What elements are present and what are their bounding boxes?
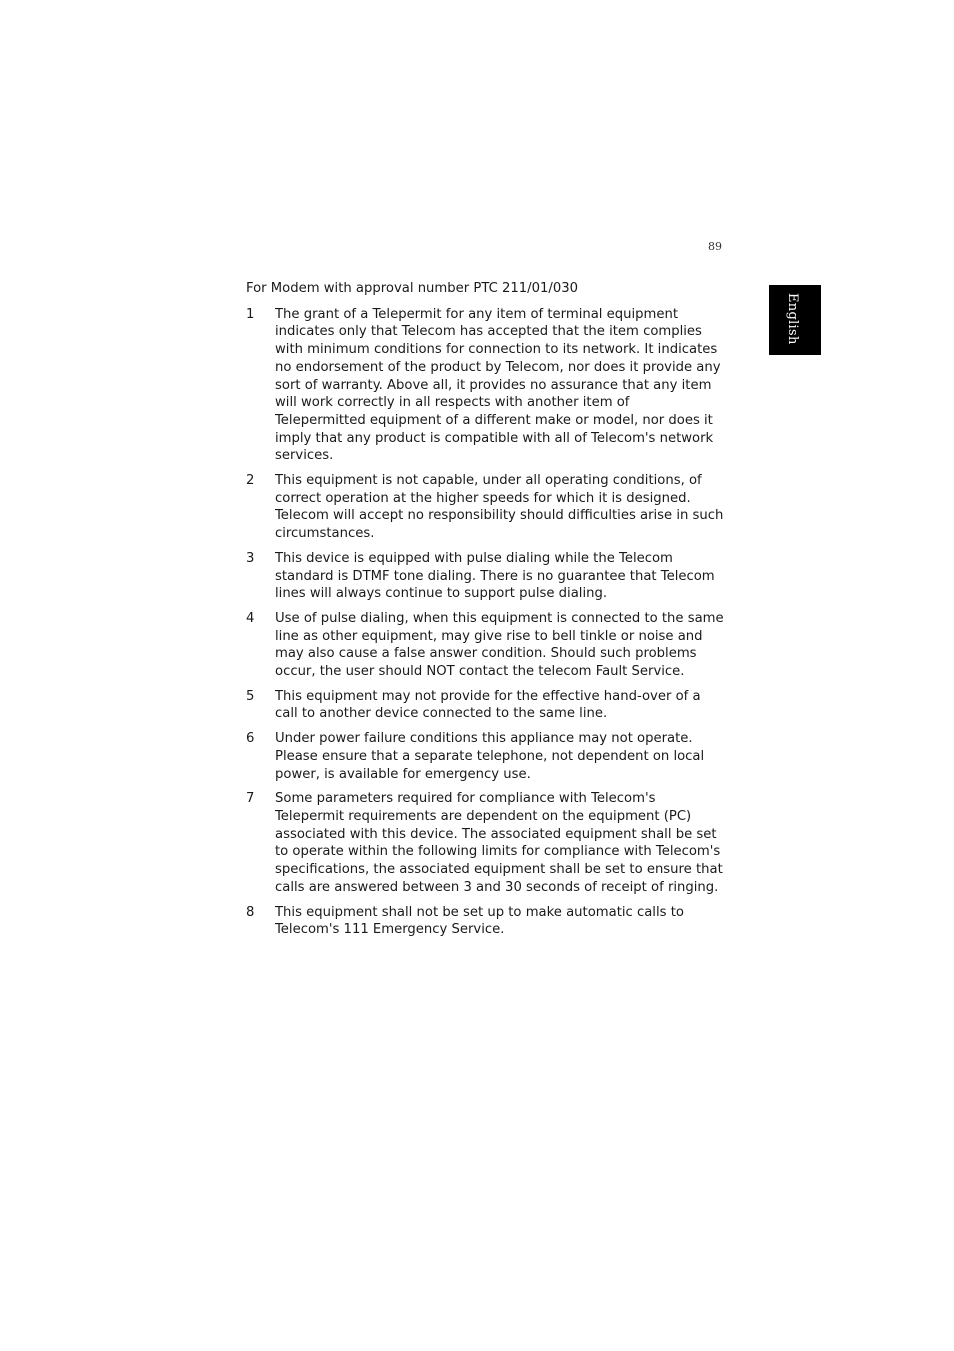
list-item (246, 688, 724, 723)
list-item-text: This equipment is not capable, under all operating conditions, of correct operation at the higher speeds for which it is designed. Telecom will accept no responsibility should difficulties arise in such circumstances. (275, 473, 724, 542)
list-item (246, 610, 724, 681)
list-item-text: Some parameters required for compliance with Telecom's Telepermit requirements are dependent on the equipment (PC) associated with this device. The associated equipment shall be set to operate within the following limits for compliance with Telecom's specifications, the associated equipment shall be set to ensure that calls are answered between 3 and 30 seconds of receipt of ringing. (275, 791, 723, 895)
list-item-number: 7 (246, 791, 255, 807)
list-item (246, 904, 724, 939)
list-item-number: 6 (246, 731, 255, 747)
document-body (246, 280, 724, 946)
list-item-text: Under power failure conditions this appliance may not operate. Please ensure that a separate telephone, not dependent on local power, is available for emergency use. (275, 731, 705, 782)
list-item (246, 550, 724, 603)
list-item-number: 8 (246, 904, 255, 920)
list-item (246, 790, 724, 896)
list-item-number: 2 (246, 473, 255, 489)
list-item (246, 472, 724, 543)
list-item-number: 5 (246, 688, 255, 704)
section-heading: For Modem with approval number PTC 211/01/030 (246, 281, 579, 296)
list-item (246, 306, 724, 465)
language-tab (769, 285, 821, 355)
list-item-number: 1 (246, 306, 255, 322)
list-item-text: Use of pulse dialing, when this equipment is connected to the same line as other equipment, may give rise to bell tinkle or noise and may also cause a false answer condition. Should such problems occur, the user should NOT contact the telecom Fault Service. (275, 610, 724, 680)
list-item-number: 4 (246, 610, 255, 626)
list-item-text: The grant of a Telepermit for any item of terminal equipment indicates only that Telecom has accepted that the item complies with minimum conditions for connection to its network. It indicates no endorsement of the product by Telecom, nor does it provide any sort of warranty. Above all, it provides no assurance that any item will work correctly in all respects with another item of Telepermitted equipment of a different make or model, nor does it imply that any product is compatible with all of Telecom's network services. (275, 306, 721, 464)
list-item (246, 730, 724, 783)
list-item-text: This device is equipped with pulse dialing while the Telecom standard is DTMF tone dialing. There is no guarantee that Telecom lines will always continue to support pulse dialing. (275, 550, 715, 602)
list-item-text: This equipment may not provide for the effective hand-over of a call to another device connected to the same line. (275, 688, 701, 722)
list-item-text: This equipment shall not be set up to make automatic calls to Telecom's 111 Emergency Service. (275, 904, 684, 938)
language-tab-label: English (785, 293, 800, 345)
page-number: 89 (708, 240, 722, 253)
list-item-number: 3 (246, 550, 255, 566)
